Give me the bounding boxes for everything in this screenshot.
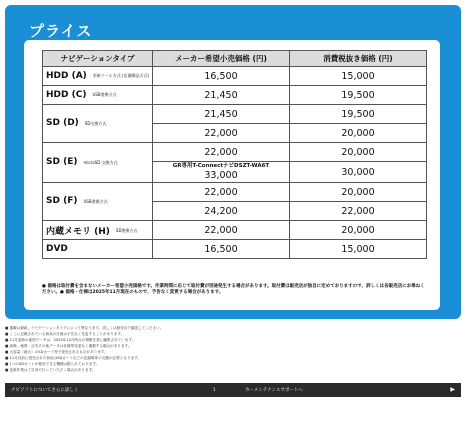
footnote: ■ 更新作業はご自身で行っていただく場合があります。 <box>5 368 96 372</box>
retail-price-cell: 24,200 <box>153 202 290 221</box>
price-table <box>42 50 427 259</box>
retail-price-cell: 22,000 <box>153 221 290 240</box>
type-cell <box>43 86 153 105</box>
net-price-cell: 19,500 <box>290 105 427 124</box>
model-note: GR専用T-ConnectナビDSZT-WA6T <box>172 163 270 169</box>
type-method: USB書換方式 <box>83 198 108 204</box>
page-indicator: 1 <box>213 387 216 392</box>
retail-price-cell: 16,500 <box>153 67 290 86</box>
type-method: 更新ツール方式 (店舗備品方式) <box>92 73 150 79</box>
type-name: HDD (C) <box>46 89 87 100</box>
type-cell <box>43 183 153 221</box>
footnote: ■ 1つのSDカードが使用できる機種は限られております。 <box>5 362 100 366</box>
type-name: 内蔵メモリ (H) <box>46 226 110 237</box>
table-header-row <box>43 51 427 67</box>
net-price-cell: 30,000 <box>290 162 427 183</box>
type-name: SD (F) <box>46 196 78 207</box>
maintenance-support-link[interactable]: カーメンテナンスサポートへ <box>245 388 303 393</box>
type-method: microSD 交換方式 <box>83 159 118 165</box>
retail-price-cell: 22,000 <box>153 183 290 202</box>
type-cell <box>43 221 153 240</box>
type-name: SD (D) <box>46 118 79 129</box>
footnote: ■ ここに記載されている商品の仕様は予告なく変更することがあります。 <box>5 332 125 336</box>
table-row <box>43 183 427 202</box>
chevron-right-icon[interactable]: ▶ <box>450 386 455 393</box>
header-nav-type: ナビゲーションタイプ <box>43 51 153 67</box>
net-price-cell: 20,000 <box>290 124 427 143</box>
price-card <box>24 40 440 310</box>
more-info-link[interactable]: ナビソフトについてさらに詳しく <box>11 388 79 393</box>
type-cell <box>43 105 153 143</box>
net-price-cell: 20,000 <box>290 183 427 202</box>
panel-title: プライス <box>29 22 93 40</box>
type-method: USB書換方式 <box>92 92 117 98</box>
net-price-cell: 15,000 <box>290 240 427 259</box>
type-cell <box>43 67 153 86</box>
type-cell <box>43 143 153 183</box>
table-row <box>43 143 427 162</box>
type-name: HDD (A) <box>46 70 87 81</box>
header-net-price: 消費税抜き価格 (円) <box>290 51 427 67</box>
net-price-cell: 19,500 <box>290 86 427 105</box>
bottom-nav-bar <box>5 383 461 397</box>
table-row <box>43 86 427 105</box>
type-name: SD (E) <box>46 157 78 168</box>
net-price-cell: 22,000 <box>290 202 427 221</box>
retail-price-cell: 21,450 <box>153 86 290 105</box>
price-panel <box>5 5 461 319</box>
table-row <box>43 105 427 124</box>
type-method: SD交換方式 <box>84 120 107 126</box>
retail-price-cell: 22,000 <box>153 143 290 162</box>
retail-price-cell: 21,450 <box>153 105 290 124</box>
retail-price-cell <box>153 162 290 183</box>
price-note: ● 価格は取付費を含まないメーカー希望小売価格です。作業時間に応じて取付費が別途発生する場合があります。取付費は販売店が独自に定めておりますので、詳しくは各販売店にお尋ねください。● 価格・仕様は2025年11月現在のもので、予告なく変更する場合があります。 <box>42 284 425 295</box>
type-method: SD書換方式 <box>115 227 138 233</box>
table-row <box>43 67 427 86</box>
footnote: ■ 11月以前に発売された商品はSDカードなどの記録媒体の交換が必要となります。 <box>5 356 142 360</box>
table-row <box>43 221 427 240</box>
retail-price-cell: 16,500 <box>153 240 290 259</box>
retail-price-cell: 22,000 <box>153 124 290 143</box>
table-row <box>43 240 427 259</box>
net-price-cell: 20,000 <box>290 221 427 240</box>
footnote: ■ 11月更新の地図データは、2025年10月時点の情報を基に編集されています。 <box>5 338 136 342</box>
net-price-cell: 20,000 <box>290 143 427 162</box>
retail-price-value: 33,000 <box>204 170 238 181</box>
footnote: ■ 掲載は最新。ナビゲーションタイプによって異なります。詳しくは販売店で確認してください。 <box>5 326 164 330</box>
type-name: DVD <box>46 243 68 254</box>
header-retail-price: メーカー希望小売価格 (円) <box>153 51 290 67</box>
footnote: ■ 大容量（最大）のSDカード等で発売されるものがあります。 <box>5 350 108 354</box>
footnote: ■ 画像、地図・目安その他データは仕様等変更なく掲載する場合があります。 <box>5 344 132 348</box>
type-cell <box>43 240 153 259</box>
net-price-cell: 15,000 <box>290 67 427 86</box>
